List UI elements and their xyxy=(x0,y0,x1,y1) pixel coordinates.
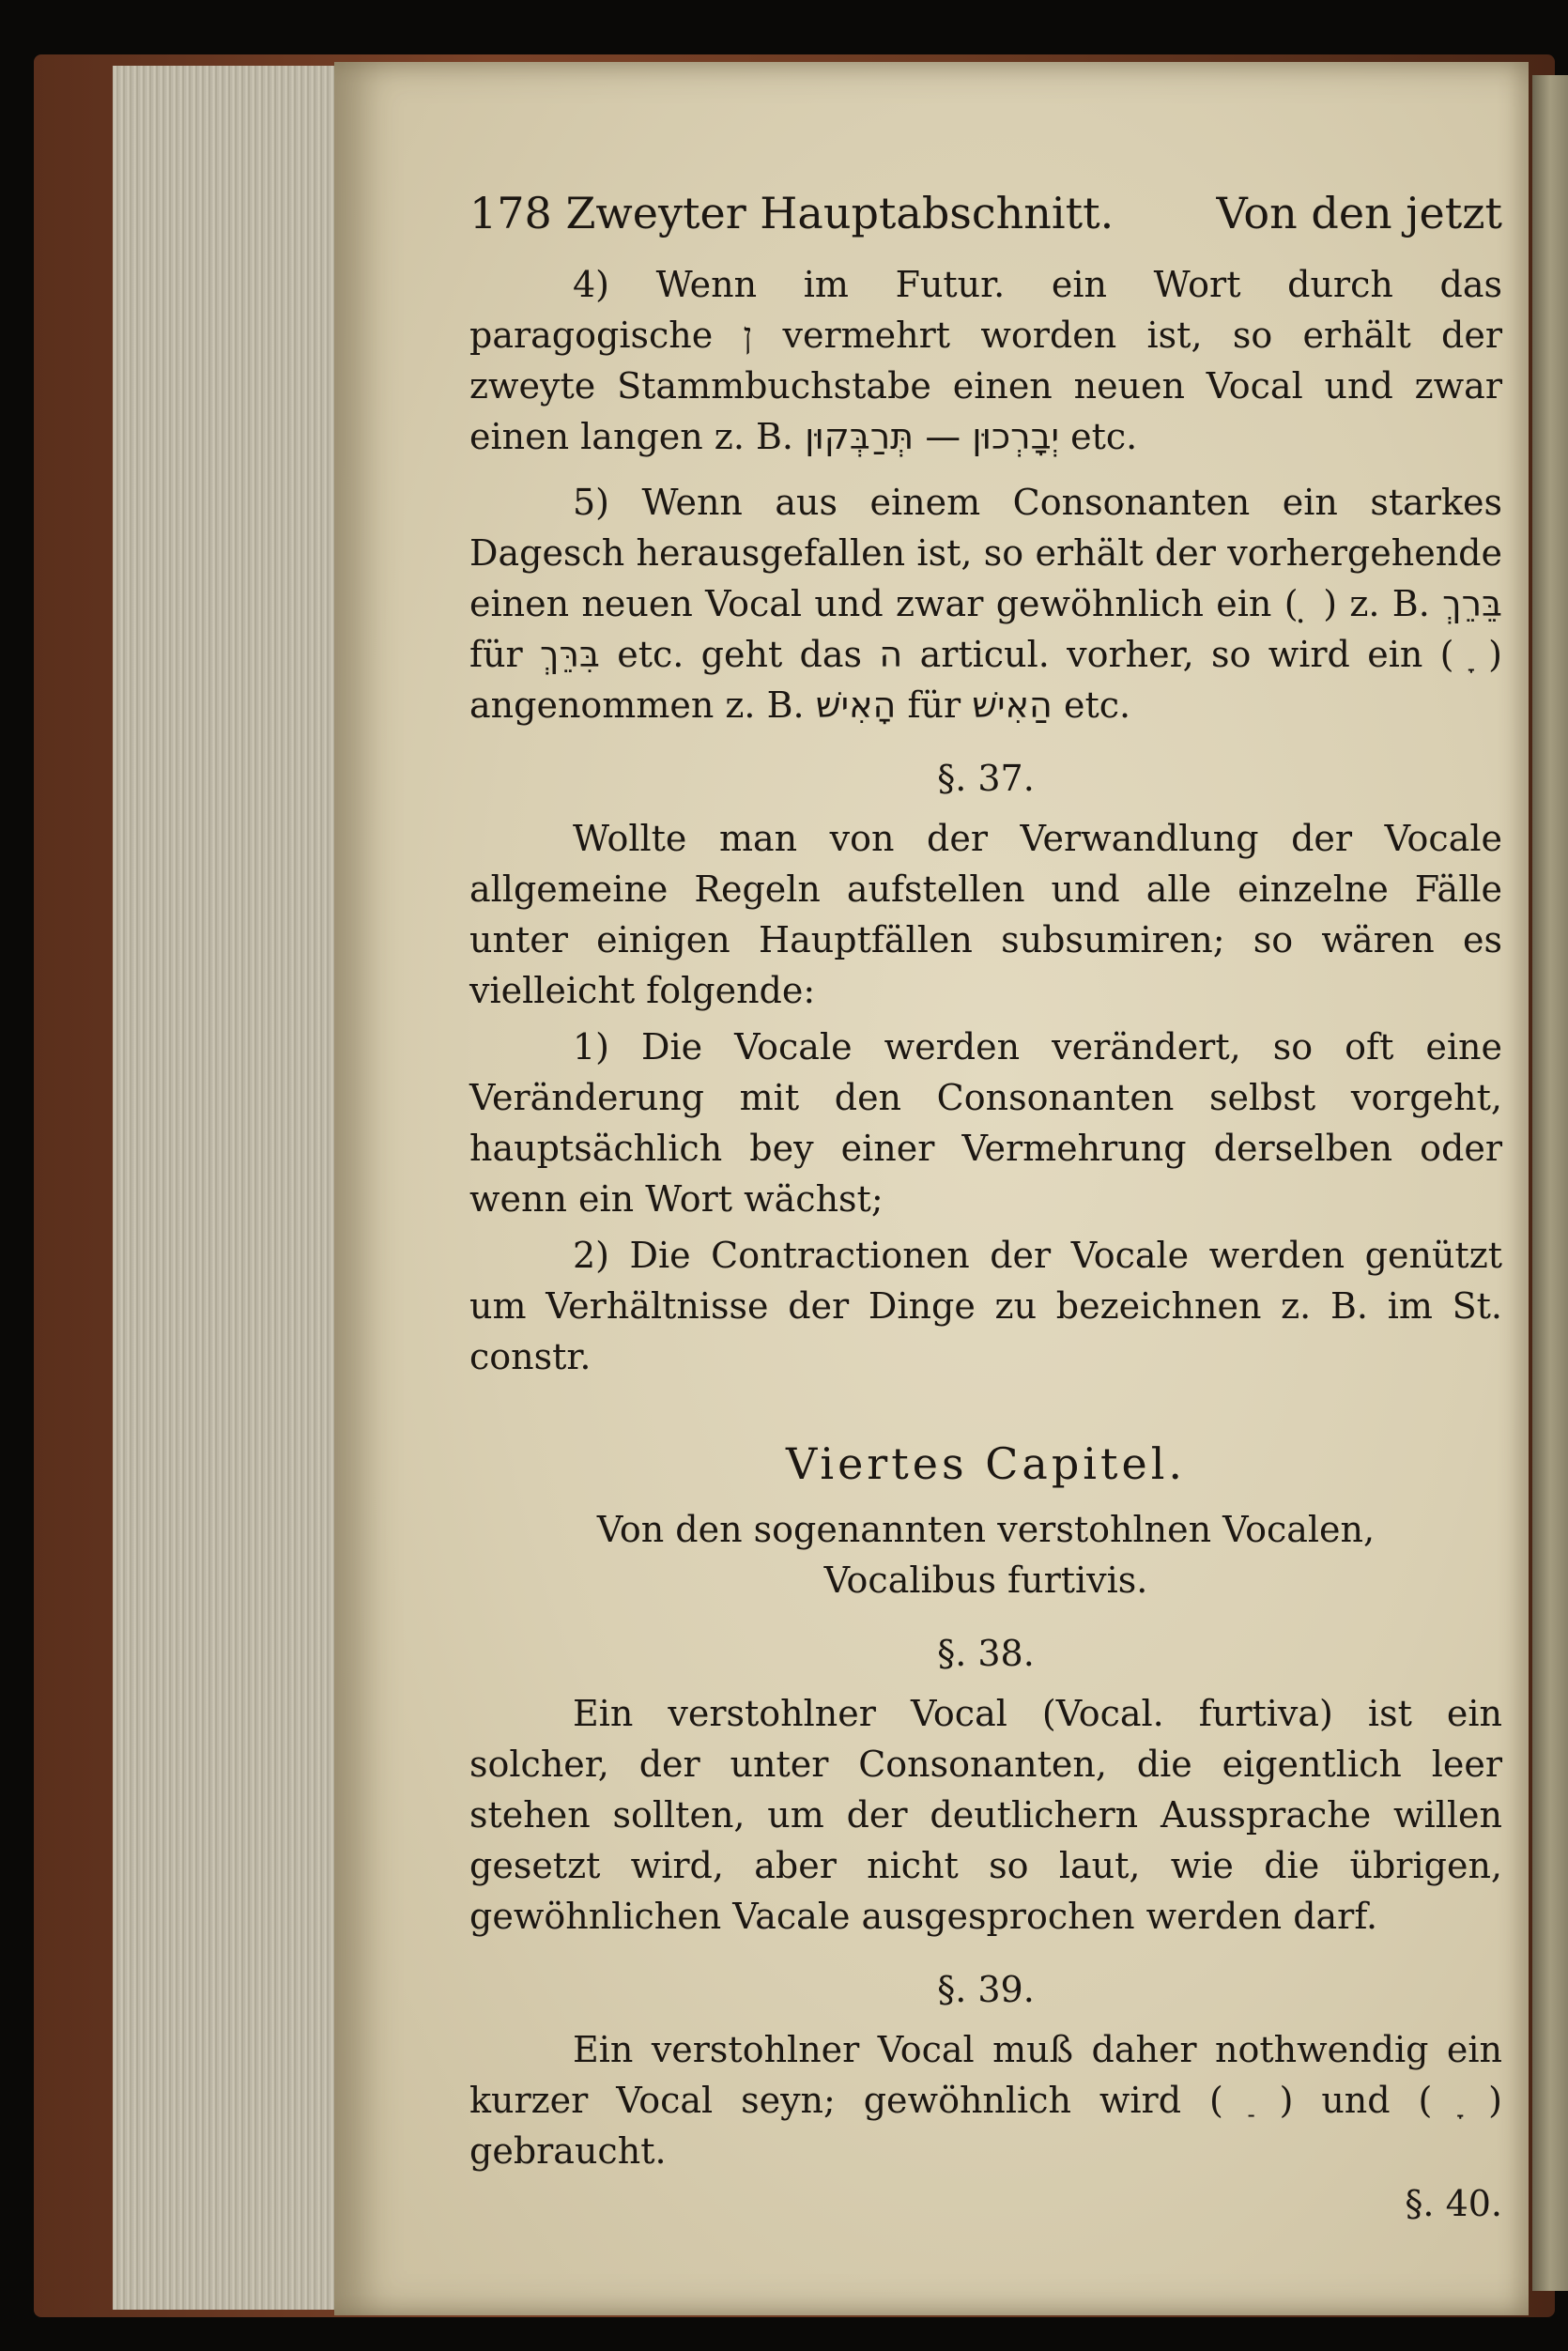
item-5-tail: etc. xyxy=(1063,684,1131,726)
header-left xyxy=(469,188,1114,238)
hebrew-example: הַאִישׁ xyxy=(972,684,1053,726)
section-heading: §. 39. xyxy=(937,1969,1035,2010)
item-5 xyxy=(469,477,1502,730)
item-5-text: für xyxy=(907,684,961,726)
hebrew-example: יְבָרְכוּן — תְּרַבְּקוּן xyxy=(805,416,1060,457)
hebrew-example: בֵּרֵךְ xyxy=(1442,583,1502,624)
section-title: Zweyter Hauptabschnitt. xyxy=(565,188,1115,238)
section-heading: §. 38. xyxy=(937,1633,1035,1674)
chapter-subtitle: Von den sogenannten verstohlnen Vocalen, xyxy=(596,1509,1376,1550)
paragraph: Wollte man von der Verwandlung der Vocale allgemeine Regeln aufstellen und alle einzelne Fälle unter einigen Hauptfällen subsumiren; so wären es vielleicht folgende: xyxy=(469,818,1502,1011)
chapter-subtitle: Vocalibus furtivis. xyxy=(823,1560,1148,1601)
page-text xyxy=(469,188,1502,2235)
list-item: 1) Die Vocale werden verändert, so oft eine Veränderung mit den Consonanten selbst vorgeht, hauptsächlich bey einer Vermehrung derselben oder wenn ein Wort wächst; xyxy=(469,1026,1502,1220)
list-item: 2) Die Contractionen der Vocale werden genützt um Verhältnisse der Dinge zu bezeichnen z. B. im St. constr. xyxy=(469,1235,1502,1377)
section-heading: §. 37. xyxy=(937,758,1035,799)
hebrew-example: ה xyxy=(879,634,903,675)
item-4 xyxy=(469,259,1502,462)
hebrew-example: בִּרֵּךְ xyxy=(540,634,600,675)
item-5-text: für xyxy=(469,634,523,675)
paragraph: Ein verstohlner Vocal muß daher nothwendig ein kurzer Vocal seyn; gewöhnlich wird ( ַ ) und ( ָ ) gebraucht. xyxy=(469,2029,1502,2172)
item-5-text: etc. geht das xyxy=(617,634,863,675)
facing-page-edge xyxy=(1532,75,1568,2291)
catchword: §. 40. xyxy=(1405,2183,1502,2224)
item-4-tail: etc. xyxy=(1070,416,1138,457)
item-5-text: 5) Wenn aus einem Consonanten ein starkes Dagesch herausgefallen ist, so erhält der vorhergehende einen neuen Vocal und zwar gewöhnlich ein ( ̣ ) z. B. xyxy=(469,482,1502,624)
running-head xyxy=(469,188,1502,238)
page-edges xyxy=(113,66,340,2310)
item-5-text: articul. vorher, so wird ein ( ָ ) angenommen z. B. xyxy=(469,634,1502,726)
item-4-text: 4) Wenn im Futur. ein Wort durch das paragogische ן vermehrt worden ist, so erhält der zweyte Stammbuchstabe einen neuen Vocal und zwar einen langen z. B. xyxy=(469,264,1502,457)
hebrew-example: הָאִישׁ xyxy=(815,684,897,726)
paragraph: Ein verstohlner Vocal (Vocal. furtiva) ist ein solcher, der unter Consonanten, die eigentlich leer stehen sollten, um der deutlichern Aussprache willen gesetzt wird, aber nicht so laut, wie die übrigen, gewöhnlichen Vacale ausgesprochen werden darf. xyxy=(469,1693,1502,1937)
header-right: Von den jetzt xyxy=(1216,188,1502,238)
page-number: 178 xyxy=(469,188,552,238)
chapter-title: Viertes Capitel. xyxy=(785,1438,1187,1489)
